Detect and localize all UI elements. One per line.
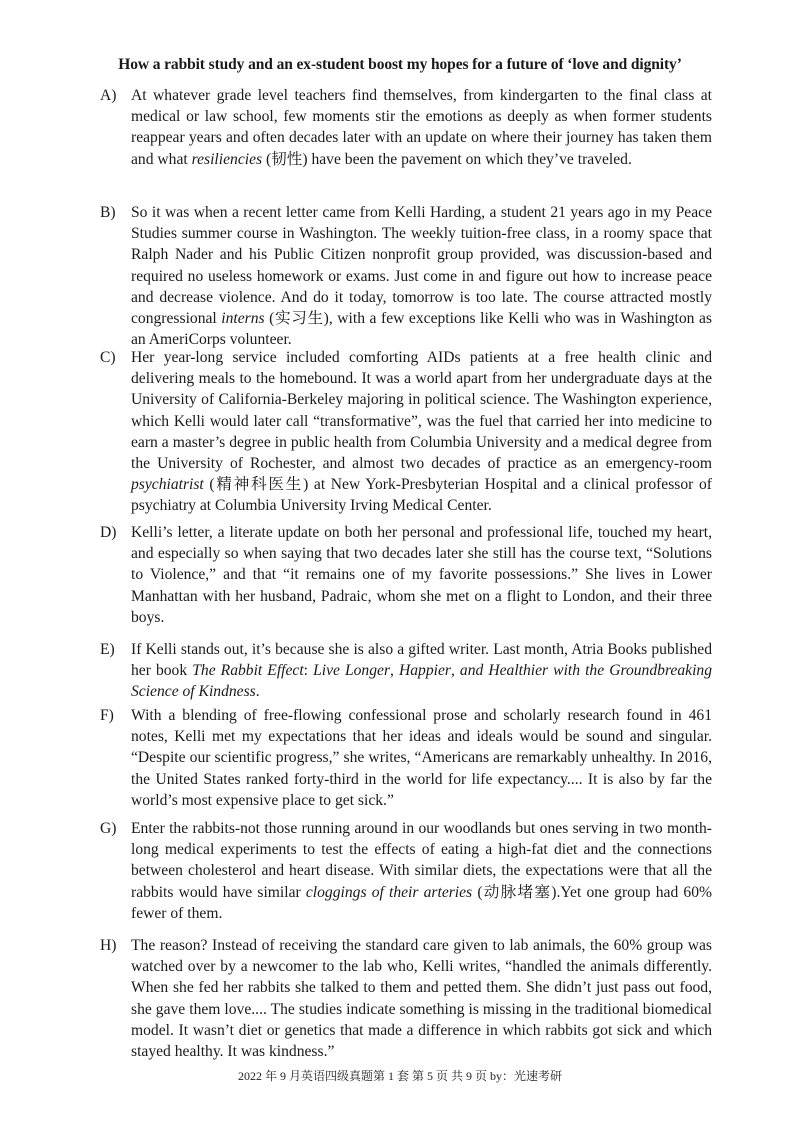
italic-term: interns <box>221 310 265 328</box>
text-run: If Kelli stands out, it’s because she is also a gifted writer. Last month, Atria Books published her book <box>131 641 712 680</box>
paragraph-label: H) <box>100 937 117 954</box>
text-run: , <box>390 662 399 680</box>
paragraph-e <box>100 639 712 703</box>
paragraph-text <box>131 705 712 811</box>
italic-term: cloggings of their arteries <box>305 883 473 901</box>
paragraph-label: D) <box>100 524 117 541</box>
text-run: , <box>450 662 460 680</box>
paragraph-text <box>131 85 712 170</box>
paragraph-text <box>131 347 712 517</box>
text-run: At whatever grade level teachers find themselves, from kindergarten to the final class at medical or law school, few moments stir the emotions as deeply as when former students reappear years and often decades later with an update on where their journey has taken them and what <box>131 87 712 168</box>
paragraph-text <box>131 818 712 924</box>
page-footer: 2022 年 9 月英语四级真题第 1 套 第 5 页 共 9 页 by：光速考研 <box>237 1069 562 1083</box>
text-run: Enter the rabbits-not those running around in our woodlands but ones serving in two month-long medical experiments to test the effects of eating a high-fat diet and the connections between cholesterol and heart disease. With similar diets, the expectations were that all the rabbits would have similar <box>131 820 712 901</box>
paragraph-text <box>131 202 712 350</box>
italic-term: psychiatrist <box>131 476 204 494</box>
text-run: (精神科医生) at New York-Presbyterian Hospital and a clinical professor of psychiatry at Columbia University Irving Medical Center. <box>131 476 712 515</box>
paragraph-a <box>100 85 712 170</box>
paragraph-label: A) <box>100 87 117 104</box>
text-run: So it was when a recent letter came from Kelli Harding, a student 21 years ago in my Peace Studies summer course in Washington. The weekly tuition-free class, in a roomy space that Ralph Nader and his Public Citizen nonprofit group provided, was discussion-based and required no useless homework or exams. Just come in and figure out how to increase peace and decrease violence. And do it today, tomorrow is too late. The course attracted mostly congressional <box>131 204 712 328</box>
paragraph-text <box>131 639 712 703</box>
paragraph-c <box>100 347 712 517</box>
paragraph-text <box>131 522 712 628</box>
paragraph-b <box>100 202 712 350</box>
paragraph-g <box>100 818 712 924</box>
text-run: Her year-long service included comforting AIDs patients at a free health clinic and delivering meals to the homebound. It was a world apart from her undergraduate days at the University of California-Berkeley majoring in political science. The Washington experience, which Kelli would later call “transformative”, was the fuel that carried her into medicine to earn a master’s degree in public health from Columbia University and a medical degree from the University of Rochester, and almost two decades of practice as an emergency-room <box>131 349 712 473</box>
paragraph-label: B) <box>100 204 116 221</box>
text-run: . <box>255 683 260 701</box>
paragraph-d <box>100 522 712 628</box>
paragraph-label: G) <box>100 820 117 837</box>
paragraph-f <box>100 705 712 811</box>
text-run: Kelli’s letter, a literate update on both her personal and professional life, touched my heart, and especially so when saying that two decades later she still has the course text, “Solutions to Violence,” and that “it remains one of my favorite possessions.” She lives in Lower Manhattan with her husband, Padraic, whom she met on a flight to London, and their three boys. <box>131 524 712 626</box>
paragraph-text <box>131 935 712 1062</box>
italic-term: resiliencies <box>191 150 263 168</box>
italic-term: Live Longer <box>313 662 391 680</box>
paragraph-label: F) <box>100 707 114 724</box>
text-run: (动脉堵塞).Yet one group had 60% fewer of them. <box>131 883 712 922</box>
italic-term: Happier <box>398 662 451 680</box>
paragraph-label: C) <box>100 349 116 366</box>
paragraph-label: E) <box>100 641 115 658</box>
text-run: The reason? Instead of receiving the standard care given to lab animals, the 60% group was watched over by a newcomer to the lab who, Kelli writes, “handled the animals differently. When she fed her rabbits she talked to them and petted them. She didn’t just pass out food, she gave them love.... The studies indicate something is missing in the traditional biomedical model. It wasn’t diet or genetics that made a difference in which rabbits got sick and which stayed healthy. It was kindness.” <box>131 937 712 1061</box>
text-run: : <box>303 662 314 680</box>
text-run: (实习生), with a few exceptions like Kelli who was in Washington as an AmeriCorps volunteer. <box>131 310 712 349</box>
italic-term: The Rabbit Effect <box>192 662 304 680</box>
paragraph-h <box>100 935 712 1062</box>
text-run: (韧性) have been the pavement on which they’ve traveled. <box>262 150 632 168</box>
article-title: How a rabbit study and an ex-student boost my hopes for a future of ‘love and dignity’ <box>118 56 682 73</box>
italic-term: and Healthier with the Groundbreaking Science of Kindness <box>131 662 712 701</box>
text-run: With a blending of free-flowing confessional prose and scholarly research found in 461 notes, Kelli met my expectations that her ideas and ideals would be sound and singular. “Despite our scientific progress,” she writes, “Americans are remarkably unhealthy. In 2016, the United States ranked forty-third in the world for life expectancy.... It is also by far the world’s most expensive place to get sick.” <box>131 707 712 809</box>
